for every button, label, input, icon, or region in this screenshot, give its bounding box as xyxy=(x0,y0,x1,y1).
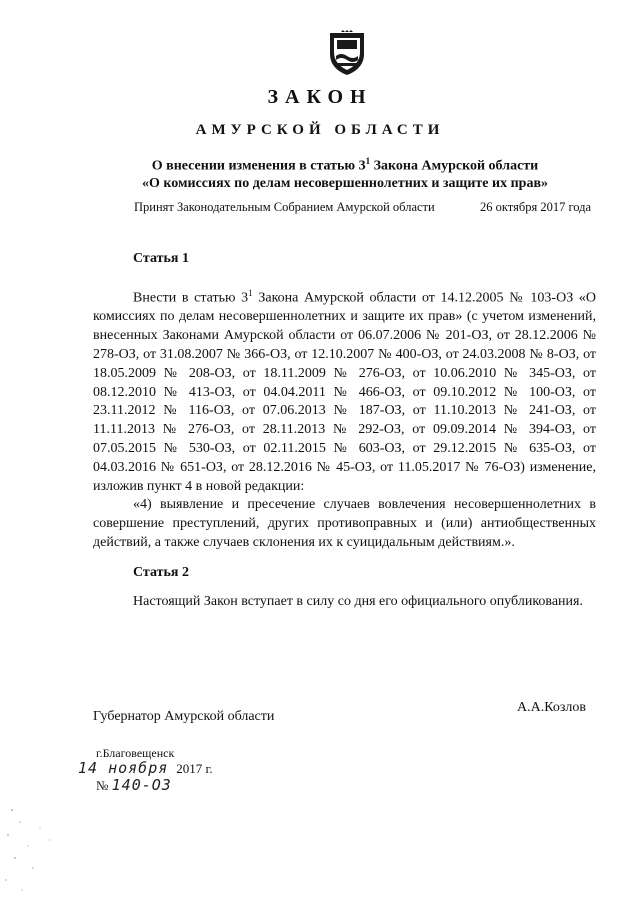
law-heading xyxy=(60,153,630,192)
article-1-title: Статья 1 xyxy=(133,251,189,266)
article-2-paragraph-1: Настоящий Закон вступает в силу со дня его официального опубликования. xyxy=(133,594,583,609)
article-1-paragraph-1 xyxy=(93,284,596,496)
document-title: ЗАКОН xyxy=(267,86,373,108)
law-number xyxy=(96,776,172,794)
adoption-text: Принят Законодательным Собранием Амурской области xyxy=(134,200,435,214)
adoption-date: 26 октября 2017 года xyxy=(480,200,592,214)
article-1-body xyxy=(93,284,596,553)
handwritten-law-number: 140-ОЗ xyxy=(111,776,172,794)
article-1-p1-part-b: Закона Амурской области от 14.12.2005 № 103-ОЗ «О комиссиях по делам несовершеннолетних и защите их прав» (с учетом изменений, внесенных Законами Амурской области от 06.07.2006 № 201-ОЗ, от 28.12.2006 № 278-ОЗ, от 31.08.2007 № 366-ОЗ, от 12.10.2007 № 400-ОЗ, от 24.03.2008 № 8-ОЗ, от 18.05.2009 № 208-ОЗ, от 18.11.2009 № 276-ОЗ, от 10.06.2010 № 345-ОЗ, от 08.12.2010 № 413-ОЗ, от 04.04.2011 № 466-ОЗ, от 09.10.2012 № 100-ОЗ, от 23.11.2012 № 116-ОЗ, от 07.06.2013 № 187-ОЗ, от 11.10.2013 № 241-ОЗ, от 11.11.2013 № 276-ОЗ, от 28.11.2013 № 292-ОЗ, от 09.09.2014 № 394-ОЗ, от 07.05.2015 № 530-ОЗ, от 02.11.2015 № 603-ОЗ, от 29.12.2015 № 635-ОЗ, от 04.03.2016 № 651-ОЗ, от 28.12.2016 № 45-ОЗ, от 11.05.2017 № 76-ОЗ) изменение, изложив пункт 4 в новой редакции: xyxy=(93,290,596,494)
article-2-title: Статья 2 xyxy=(133,565,189,580)
article-2-body xyxy=(93,593,596,612)
coat-of-arms-icon xyxy=(327,30,367,76)
governor-name: А.А.Козлов xyxy=(517,700,586,715)
governor-title: Губернатор Амурской области xyxy=(93,709,275,724)
handwritten-date: 14 ноября xyxy=(78,759,169,777)
city-name: г.Благовещенск xyxy=(96,746,175,760)
law-heading-superscript: 1 xyxy=(365,156,371,166)
article-1-superscript: 1 xyxy=(248,288,253,298)
law-heading-line-2: «О комиссиях по делам несовершеннолетних и защите их прав» xyxy=(141,175,548,191)
law-heading-line-1 xyxy=(60,153,630,175)
law-heading-part-a: О внесении изменения в статью 3 xyxy=(151,158,366,174)
article-1-paragraph-2: «4) выявление и пресечение случаев вовлечения несовершеннолетних в совершение преступлений, других противоправных и (или) антиобщественных действий, а также случаев склонения их к суицидальным действиям.». xyxy=(93,497,596,551)
article-1-p1-part-a: Внести в статью 3 xyxy=(133,290,249,306)
document-subtitle: АМУРСКОЙ ОБЛАСТИ xyxy=(195,122,445,138)
law-number-prefix: № xyxy=(96,778,109,793)
signing-date xyxy=(78,759,213,777)
signing-year: 2017 г. xyxy=(176,761,213,776)
law-heading-part-b: Закона Амурской области xyxy=(370,158,539,174)
